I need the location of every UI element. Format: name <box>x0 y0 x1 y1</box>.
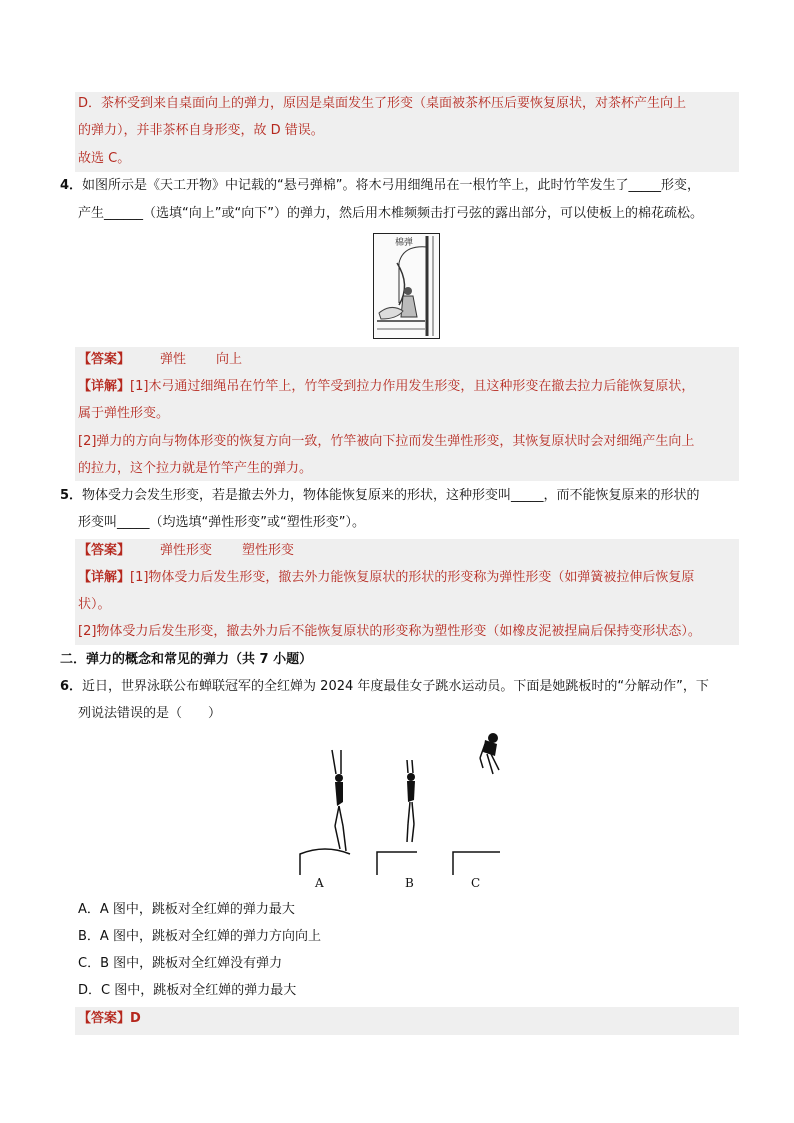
q6-text-1: 近日，世界泳联公布蝉联冠军的全红婵为 2024 年度最佳女子跳水运动员。下面是她跳板时的“分解动作”，下 <box>82 679 709 694</box>
q4-detail-line1 <box>78 378 694 396</box>
q5-number: 5． <box>60 488 83 503</box>
q5-answer-tag: 【答案】 <box>78 543 131 558</box>
q4-figure-caption: 棉弹 <box>395 238 414 248</box>
fig-label-b: B <box>405 876 414 890</box>
q4-answer-line <box>78 351 242 369</box>
q4-detail-line4: 的拉力，这个拉力就是竹竿产生的弹力。 <box>78 461 313 476</box>
q4-figure <box>373 233 440 339</box>
q5-detail-1: [1]物体受力后发生形变，撤去外力能恢复原状的形状的形变称为弹性形变（如弹簧被拉伸后恢复原 <box>130 570 695 585</box>
q6-option-d: D．C 图中，跳板对全红婵的弹力最大 <box>78 983 297 998</box>
q6-line1 <box>60 678 709 696</box>
q4-detail-line2: 属于弹性形变。 <box>78 406 170 421</box>
q6-option-a: A．A 图中，跳板对全红婵的弹力最大 <box>78 902 295 917</box>
prev-answer-line1: D．茶杯受到来自桌面向上的弹力，原因是桌面发生了形变（桌面被茶杯压后要恢复原状，对茶杯产生向上 <box>78 96 687 111</box>
q4-detail-line3: [2]弹力的方向与物体形变的恢复方向一致，竹竿被向下拉而发生弹性形变，其恢复原状时会对细绳产生向上 <box>78 434 695 449</box>
q6-option-c: C．B 图中，跳板对全红婵没有弹力 <box>78 956 283 971</box>
q4-detail-tag: 【详解】 <box>78 379 131 394</box>
prev-answer-line3: 故选 C。 <box>78 151 131 166</box>
q5-answer-1: 弹性形变 <box>160 543 213 558</box>
fig-label-c: C <box>471 876 481 890</box>
q5-line2: 形变叫_____（均选填“弹性形变”或“塑性形变”）。 <box>78 515 365 530</box>
q4-line1 <box>60 177 700 195</box>
prev-answer-line2: 的弹力），并非茶杯自身形变，故 D 错误。 <box>78 123 324 138</box>
diver-c <box>453 733 500 875</box>
q5-answer-2: 塑性形变 <box>242 543 295 558</box>
q5-detail-tag: 【详解】 <box>78 570 131 585</box>
q4-line2: 产生______（选填“向上”或“向下”）的弹力，然后用木椎频频击打弓弦的露出部分，可以使板上的棉花疏松。 <box>78 206 703 221</box>
q4-answer-tag: 【答案】 <box>78 352 131 367</box>
section-title: 二．弹力的概念和常见的弹力（共 7 小题） <box>60 652 313 667</box>
q6-answer-line <box>78 1010 141 1028</box>
diver-a <box>300 750 350 875</box>
q5-text-1: 物体受力会发生形变，若是撤去外力，物体能恢复原来的形状，这种形变叫_____，而不能恢复原来的形状的 <box>82 488 700 503</box>
diving-sequence-figure <box>295 730 510 895</box>
diver-b <box>377 760 417 875</box>
cotton-bow-illustration <box>373 233 440 339</box>
q6-answer-tag: 【答案】 <box>78 1011 131 1026</box>
q6-answer-block <box>75 1007 739 1035</box>
q5-answer-line <box>78 542 294 560</box>
q6-number: 6． <box>60 679 83 694</box>
q6-line2: 列说法错误的是（ ） <box>78 706 222 721</box>
fig-label-a: A <box>315 876 324 890</box>
q5-detail-line1 <box>78 569 694 587</box>
q4-answer-2: 向上 <box>216 352 243 367</box>
q4-detail-1: [1]木弓通过细绳吊在竹竿上，竹竿受到拉力作用发生形变，且这种形变在撤去拉力后能恢复原状， <box>130 379 695 394</box>
q4-text-1: 如图所示是《天工开物》中记载的“悬弓弹棉”。将木弓用细绳吊在一根竹竿上，此时竹竿发生了_____形变， <box>82 178 701 193</box>
q5-detail-line3: [2]物体受力后发生形变，撤去外力后不能恢复原状的形变称为塑性形变（如橡皮泥被捏扁后保持变形状态）。 <box>78 624 701 639</box>
q6-figure <box>295 730 510 895</box>
q4-answer-1: 弹性 <box>160 352 187 367</box>
q5-detail-line2: 状）。 <box>78 597 111 612</box>
q6-option-b: B．A 图中，跳板对全红婵的弹力方向向上 <box>78 929 321 944</box>
q5-line1 <box>60 487 700 505</box>
q4-number: 4． <box>60 178 83 193</box>
q6-answer-value: D <box>130 1011 141 1026</box>
